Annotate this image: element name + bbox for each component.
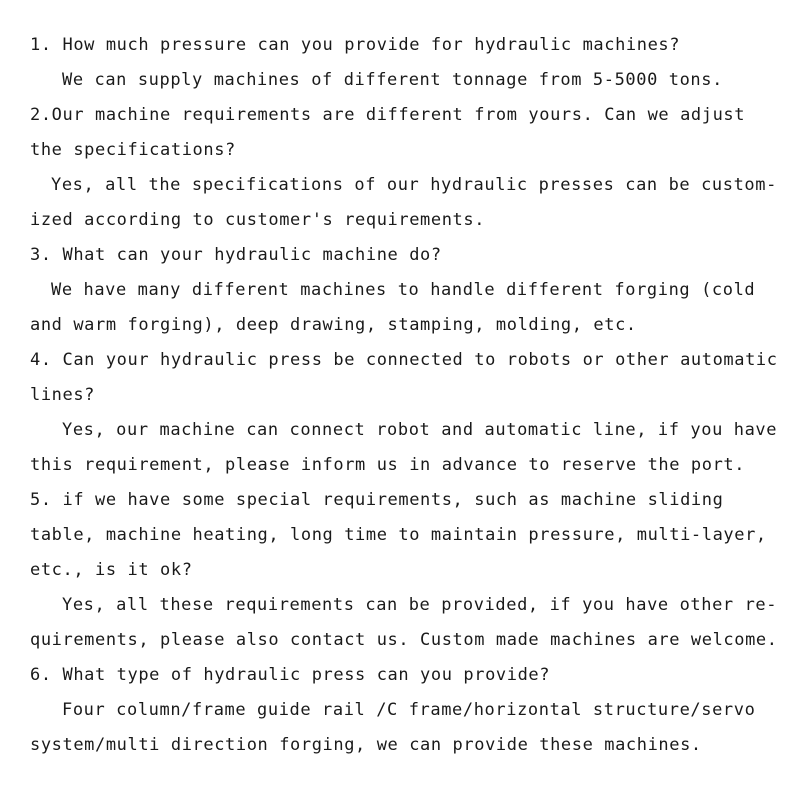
answer-3-line-1: We have many different machines to handle different forging (cold: [51, 280, 756, 300]
question-4-line-2: lines?: [30, 385, 96, 405]
answer-2-line-1: Yes, all the specifications of our hydraulic presses can be custom-: [51, 175, 777, 195]
question-2-line-1: 2.Our machine requirements are different from yours. Can we adjust: [30, 105, 746, 125]
answer-5-line-2: quirements, please also contact us. Custom made machines are welcome.: [30, 630, 778, 650]
answer-5-line-1: Yes, all these requirements can be provided, if you have other re-: [62, 595, 778, 615]
answer-4-line-1: Yes, our machine can connect robot and automatic line, if you have: [62, 420, 778, 440]
answer-6-line-2: system/multi direction forging, we can provide these machines.: [30, 735, 702, 755]
question-1: 1. How much pressure can you provide for hydraulic machines?: [30, 35, 681, 55]
question-5-line-2: table, machine heating, long time to maintain pressure, multi-layer,: [30, 525, 767, 545]
question-4-line-1: 4. Can your hydraulic press be connected to robots or other automatic: [30, 350, 778, 370]
answer-1: We can supply machines of different tonnage from 5-5000 tons.: [62, 70, 723, 90]
question-5-line-1: 5. if we have some special requirements, such as machine sliding: [30, 490, 724, 510]
question-5-line-3: etc., is it ok?: [30, 560, 193, 580]
question-3: 3. What can your hydraulic machine do?: [30, 245, 442, 265]
answer-3-line-2: and warm forging), deep drawing, stamping, molding, etc.: [30, 315, 637, 335]
question-6: 6. What type of hydraulic press can you provide?: [30, 665, 551, 685]
answer-6-line-1: Four column/frame guide rail /C frame/horizontal structure/servo: [62, 700, 756, 720]
answer-4-line-2: this requirement, please inform us in advance to reserve the port.: [30, 455, 746, 475]
question-2-line-2: the specifications?: [30, 140, 236, 160]
answer-2-line-2: ized according to customer's requirements.: [30, 210, 486, 230]
faq-document: [0, 28, 790, 763]
